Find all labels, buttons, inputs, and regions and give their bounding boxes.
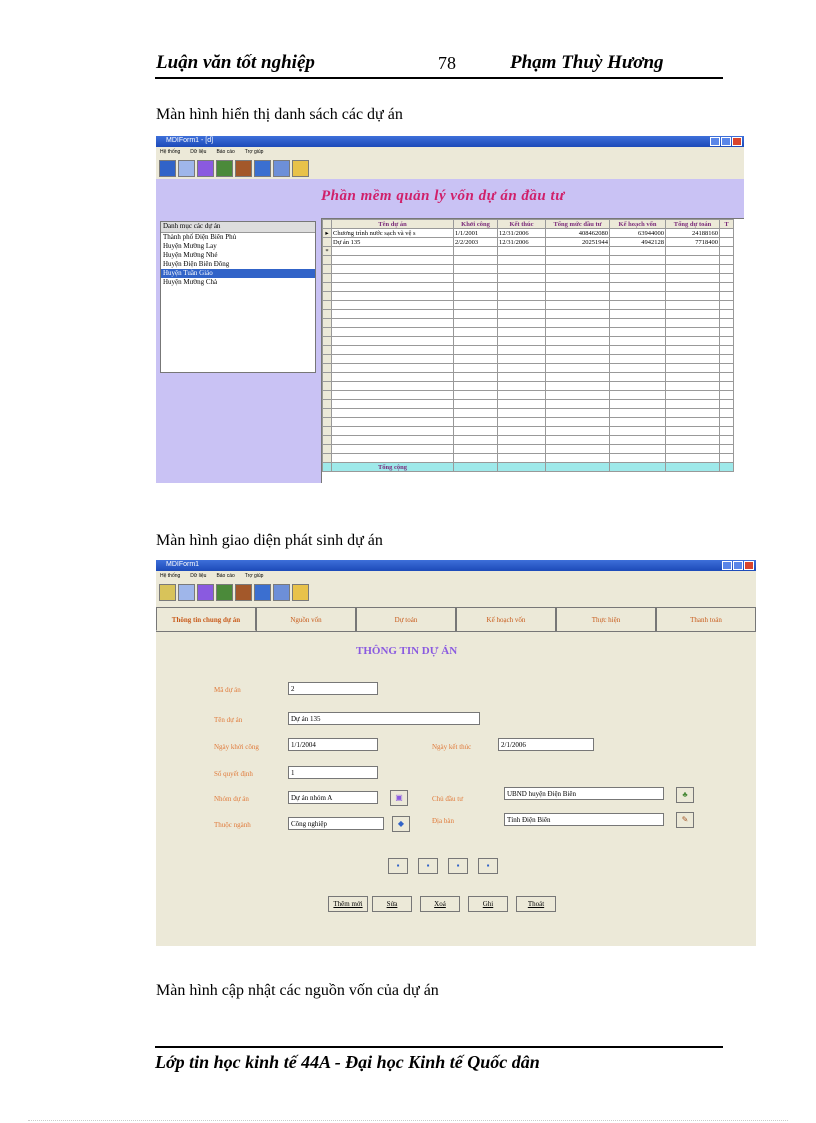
list-item[interactable]: Thành phố Điện Biên Phủ xyxy=(163,233,237,241)
footer-rule xyxy=(155,1046,723,1048)
table-row-empty xyxy=(323,418,734,427)
minimize-button[interactable] xyxy=(722,561,732,570)
sector-field[interactable]: Công nghiệp xyxy=(288,817,384,830)
menu-data[interactable]: Dữ liệu xyxy=(190,149,207,155)
tab-strip xyxy=(156,607,756,631)
first-record-icon[interactable]: ▪ xyxy=(388,858,408,874)
list-item[interactable]: Huyện Mường Nhé xyxy=(163,251,218,259)
tab-capital-plan[interactable]: Kế hoạch vốn xyxy=(456,607,556,631)
table-row[interactable] xyxy=(323,229,734,238)
table-row-empty xyxy=(323,427,734,436)
table-row-empty xyxy=(323,436,734,445)
page-number: 78 xyxy=(438,53,456,73)
project-group-lookup-icon[interactable]: ▣ xyxy=(390,790,408,806)
menubar xyxy=(156,147,744,157)
table-header-row xyxy=(323,220,734,229)
label-sector: Thuộc ngành xyxy=(214,821,251,829)
list-item[interactable]: Huyện Điện Biên Đông xyxy=(163,260,230,268)
total-row xyxy=(323,463,734,472)
form-title: THÔNG TIN DỰ ÁN xyxy=(356,645,458,657)
exit-button[interactable]: Thoát xyxy=(516,896,556,912)
table-cell[interactable]: 24188160 xyxy=(666,229,720,238)
table-row-empty xyxy=(323,346,734,355)
edit-button[interactable]: Sửa xyxy=(372,896,412,912)
previous-record-icon[interactable]: ▪ xyxy=(418,858,438,874)
label-decision-number: Số quyết định xyxy=(214,770,253,778)
header-author: Phạm Thuỳ Hương xyxy=(510,52,664,73)
menu-system[interactable]: Hệ thống xyxy=(160,573,181,579)
total-label: Tổng cộng xyxy=(332,463,454,472)
menu-system[interactable]: Hệ thống xyxy=(160,149,181,155)
toolbar-button-icon[interactable] xyxy=(273,584,290,601)
table-cell[interactable]: 63944000 xyxy=(610,229,666,238)
new-row-icon: * xyxy=(323,247,332,256)
label-end-date: Ngày kết thúc xyxy=(432,743,472,751)
tab-estimate[interactable]: Dự toán xyxy=(356,607,456,631)
table-row-empty xyxy=(323,274,734,283)
label-project-group: Nhóm dự án xyxy=(214,795,249,803)
list-header: Danh mục các dự án xyxy=(161,222,315,233)
project-category-list xyxy=(160,221,316,373)
investor-lookup-icon[interactable]: ♣ xyxy=(676,787,694,803)
tab-funding-sources[interactable]: Nguồn vốn xyxy=(256,607,356,631)
maximize-button[interactable] xyxy=(721,137,731,146)
table-row-empty xyxy=(323,364,734,373)
table-row-empty xyxy=(323,355,734,364)
header-rule xyxy=(155,77,723,79)
add-new-button[interactable]: Thêm mới xyxy=(328,896,368,912)
table-cell[interactable] xyxy=(720,229,734,238)
delete-button[interactable]: Xoá xyxy=(420,896,460,912)
caption-2: Màn hình giao diện phát sinh dự án xyxy=(156,532,383,549)
investor-field[interactable]: UBND huyện Điện Biên xyxy=(504,787,664,800)
column-header[interactable]: Tổng dự toán xyxy=(666,220,720,229)
column-header[interactable]: T xyxy=(720,220,734,229)
table-row-empty xyxy=(323,310,734,319)
column-header[interactable]: Tên dự án xyxy=(332,220,454,229)
table-cell[interactable] xyxy=(720,238,734,247)
page-edge xyxy=(28,1120,788,1121)
start-date-field[interactable]: 1/1/2004 xyxy=(288,738,378,751)
menu-help[interactable]: Trợ giúp xyxy=(244,149,264,155)
project-group-field[interactable]: Dự án nhóm A xyxy=(288,791,378,804)
label-investor: Chủ đầu tư xyxy=(432,795,464,803)
toolbar-button-icon[interactable] xyxy=(197,160,214,177)
table-row-empty xyxy=(323,382,734,391)
maximize-button[interactable] xyxy=(733,561,743,570)
list-item-selected[interactable]: Huyện Tuần Giáo xyxy=(161,269,315,278)
window-titlebar xyxy=(156,136,744,147)
table-cell[interactable]: 12/31/2006 xyxy=(498,238,546,247)
table-row-empty xyxy=(323,445,734,454)
project-grid xyxy=(321,218,744,483)
table-row[interactable] xyxy=(323,238,734,247)
label-project-name: Tên dự án xyxy=(214,716,243,724)
caption-1: Màn hình hiển thị danh sách các dự án xyxy=(156,106,403,123)
toolbar-button-icon[interactable] xyxy=(216,160,233,177)
menu-data[interactable]: Dữ liệu xyxy=(190,573,207,579)
column-header[interactable]: Kế hoạch vốn xyxy=(610,220,666,229)
footer-text: Lớp tin học kinh tế 44A - Đại học Kinh tế Quốc dân xyxy=(155,1052,540,1072)
table-row-empty xyxy=(323,256,734,265)
table-cell[interactable]: 12/31/2006 xyxy=(498,229,546,238)
table-cell[interactable]: 4942128 xyxy=(610,238,666,247)
next-record-icon[interactable]: ▪ xyxy=(448,858,468,874)
table-row-empty xyxy=(323,292,734,301)
list-item[interactable]: Huyện Mường Lay xyxy=(163,242,217,250)
user-icon[interactable] xyxy=(159,584,176,601)
project-form-screenshot xyxy=(156,560,756,946)
folder-icon[interactable] xyxy=(292,584,309,601)
column-header[interactable]: Kết thúc xyxy=(498,220,546,229)
area-lookup-icon[interactable]: ✎ xyxy=(676,812,694,828)
project-name-field[interactable]: Dự án 135 xyxy=(288,712,480,725)
toolbar-button-icon[interactable] xyxy=(178,160,195,177)
column-header[interactable]: Khởi công xyxy=(454,220,498,229)
toolbar xyxy=(156,157,744,179)
toolbar-button-icon[interactable] xyxy=(216,584,233,601)
label-project-code: Mã dự án xyxy=(214,686,241,694)
table-row-empty xyxy=(323,373,734,382)
close-button[interactable] xyxy=(732,137,742,146)
project-list-screenshot xyxy=(156,136,744,483)
menu-help[interactable]: Trợ giúp xyxy=(244,573,264,579)
table-cell[interactable]: 7718400 xyxy=(666,238,720,247)
table-cell[interactable]: 20251944 xyxy=(546,238,610,247)
tab-payment[interactable]: Thanh toán xyxy=(656,607,756,631)
table-row-empty xyxy=(323,301,734,310)
table-row-empty xyxy=(323,283,734,292)
header-left: Luận văn tốt nghiệp xyxy=(156,52,315,73)
sector-lookup-icon[interactable]: ◆ xyxy=(392,816,410,832)
table-row-empty xyxy=(323,409,734,418)
banner-title: Phần mềm quản lý vốn dự án đầu tư xyxy=(321,188,565,204)
table-row-empty xyxy=(323,319,734,328)
caption-3: Màn hình cập nhật các nguồn vốn của dự án xyxy=(156,982,439,999)
folder-icon[interactable] xyxy=(292,160,309,177)
save-button[interactable]: Ghi xyxy=(468,896,508,912)
table-row-empty xyxy=(323,337,734,346)
minimize-button[interactable] xyxy=(710,137,720,146)
table-row-empty xyxy=(323,454,734,463)
last-record-icon[interactable]: ▪ xyxy=(478,858,498,874)
project-code-field[interactable]: 2 xyxy=(288,682,378,695)
window-title: MDIForm1 - [d] xyxy=(166,137,214,144)
menu-report[interactable]: Báo cáo xyxy=(216,149,235,155)
menubar xyxy=(156,571,756,581)
table-cell[interactable]: Chương trình nước sạch và vệ s xyxy=(332,229,454,238)
table-cell[interactable]: 2/2/2003 xyxy=(454,238,498,247)
toolbar-button-icon[interactable] xyxy=(273,160,290,177)
table-row-empty xyxy=(323,400,734,409)
tab-implementation[interactable]: Thực hiện xyxy=(556,607,656,631)
list-item[interactable]: Huyện Mường Chà xyxy=(163,278,218,286)
app-banner xyxy=(156,181,744,211)
toolbar xyxy=(156,581,756,603)
window-titlebar xyxy=(156,560,756,571)
toolbar-button-icon[interactable] xyxy=(197,584,214,601)
row-selector xyxy=(323,238,332,247)
label-start-date: Ngày khởi công xyxy=(214,743,259,751)
table-cell[interactable]: 1/1/2001 xyxy=(454,229,498,238)
menu-report[interactable]: Báo cáo xyxy=(216,573,235,579)
table-cell[interactable]: Dự án 135 xyxy=(332,238,454,247)
window-title: MDIForm1 xyxy=(166,561,200,568)
tab-general-info[interactable]: Thông tin chung dự án xyxy=(156,607,256,631)
close-button[interactable] xyxy=(744,561,754,570)
toolbar-button-icon[interactable] xyxy=(235,584,252,601)
toolbar-button-icon[interactable] xyxy=(254,584,271,601)
column-header[interactable]: Tổng mức đầu tư xyxy=(546,220,610,229)
row-selector-header xyxy=(323,220,332,229)
table-row-empty xyxy=(323,391,734,400)
table-row-new[interactable] xyxy=(323,247,734,256)
toolbar-button-icon[interactable] xyxy=(159,160,176,177)
toolbar-button-icon[interactable] xyxy=(254,160,271,177)
project-info-form xyxy=(156,631,756,946)
row-pointer-icon: ▸ xyxy=(323,229,332,238)
table-cell[interactable]: 408462080 xyxy=(546,229,610,238)
end-date-field[interactable]: 2/1/2006 xyxy=(498,738,594,751)
decision-number-field[interactable]: 1 xyxy=(288,766,378,779)
table-row-empty xyxy=(323,265,734,274)
toolbar-button-icon[interactable] xyxy=(178,584,195,601)
table-row-empty xyxy=(323,328,734,337)
label-area: Địa bàn xyxy=(432,817,454,825)
area-field[interactable]: Tỉnh Điện Biên xyxy=(504,813,664,826)
toolbar-button-icon[interactable] xyxy=(235,160,252,177)
